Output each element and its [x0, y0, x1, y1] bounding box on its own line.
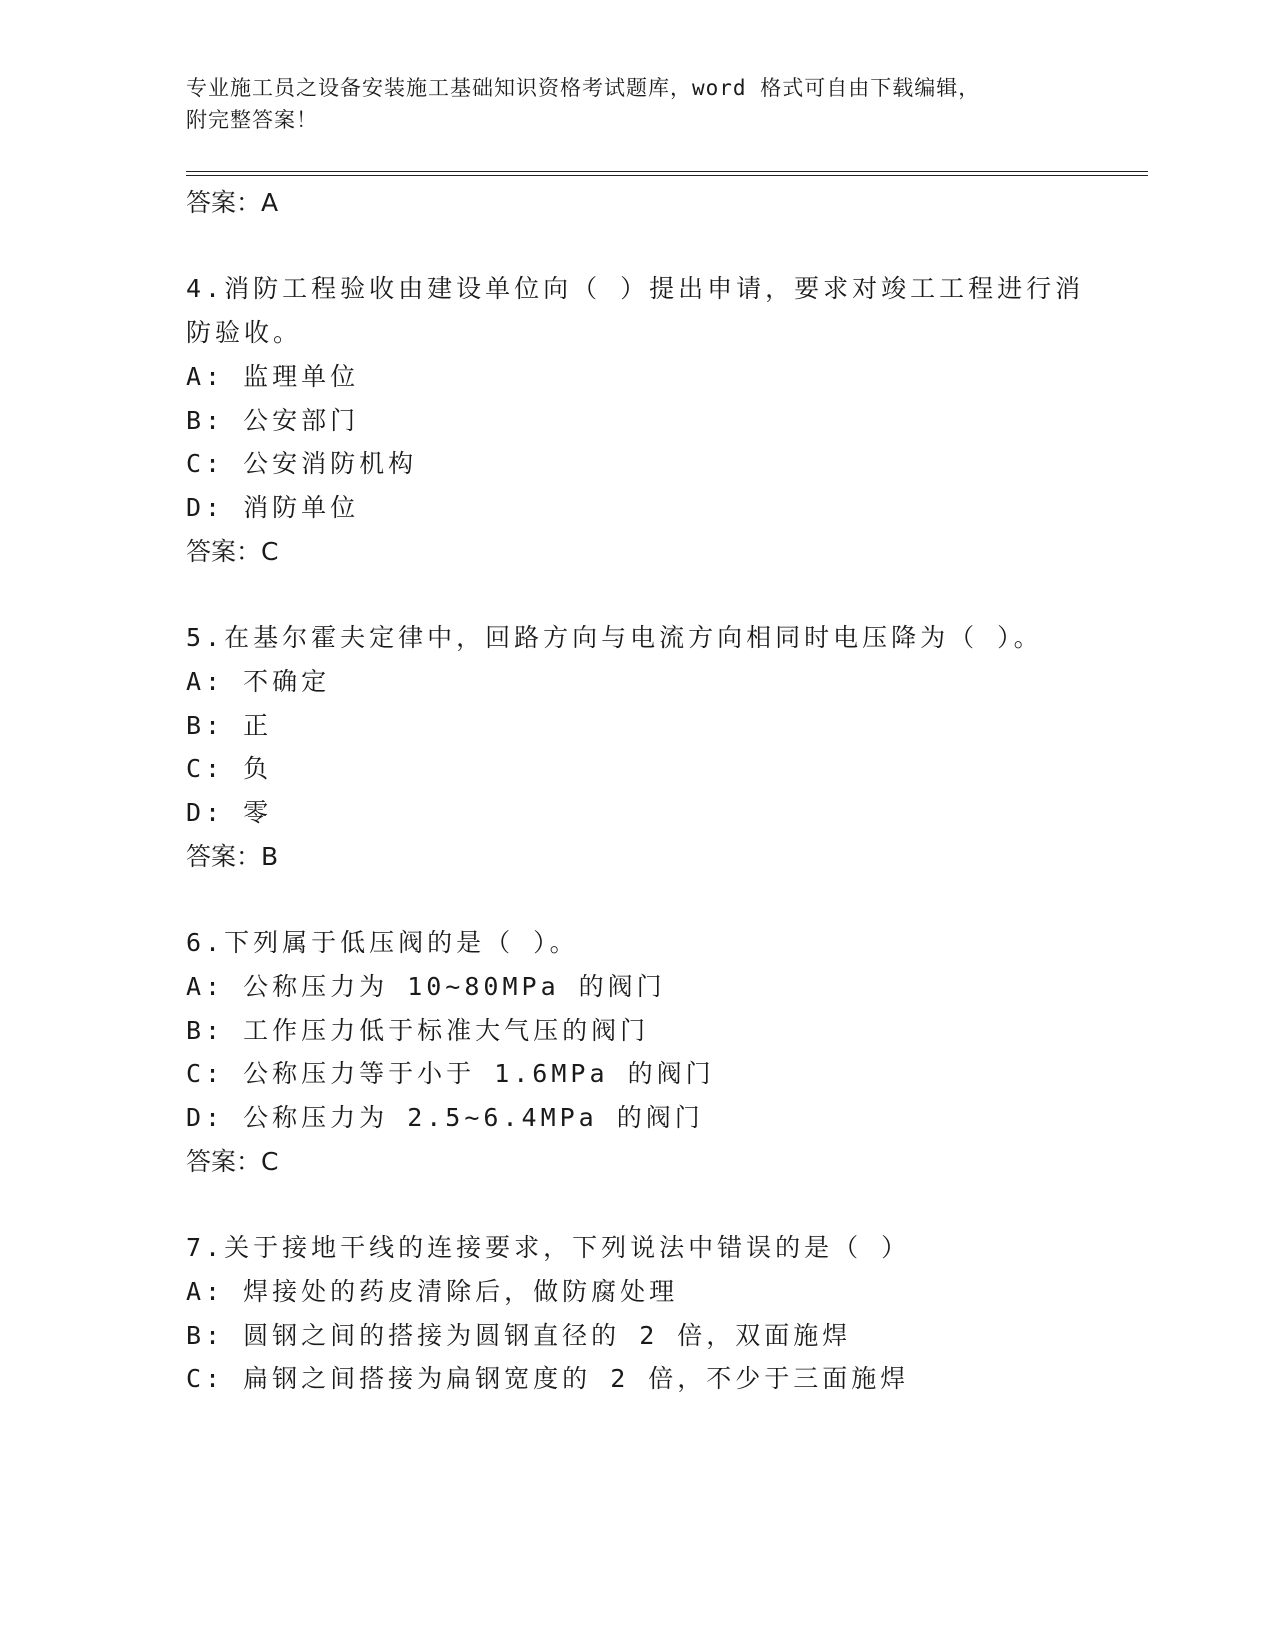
- question-6-option-d: D: 公称压力为 2.5~6.4MPa 的阀门: [186, 1103, 704, 1132]
- question-6-text: 6.下列属于低压阀的是（ ）。: [186, 928, 579, 957]
- answer-q3: 答案：A: [186, 188, 279, 217]
- header-title-line-1: 专业施工员之设备安装施工基础知识资格考试题库，word 格式可自由下载编辑，: [186, 76, 981, 100]
- question-5-option-d: D: 零: [186, 798, 273, 827]
- question-6-option-c: C: 公称压力等于小于 1.6MPa 的阀门: [186, 1059, 715, 1088]
- header-title-line-2: 附完整答案！: [186, 108, 318, 132]
- answer-q4: 答案：C: [186, 537, 279, 566]
- header-rule-bottom: [186, 175, 1148, 176]
- question-6-option-a: A: 公称压力为 10~80MPa 的阀门: [186, 972, 666, 1001]
- answer-q6: 答案：C: [186, 1147, 279, 1176]
- question-4-text-cont: 防验收。: [186, 318, 303, 347]
- question-6-option-b: B: 工作压力低于标准大气压的阀门: [186, 1016, 650, 1045]
- question-4-text: 4.消防工程验收由建设单位向（ ）提出申请，要求对竣工工程进行消: [186, 274, 1085, 303]
- question-5-option-a: A: 不确定: [186, 667, 331, 696]
- question-4-option-b: B: 公安部门: [186, 406, 360, 435]
- answer-q5: 答案：B: [186, 842, 279, 871]
- question-7-option-b: B: 圆钢之间的搭接为圆钢直径的 2 倍，双面施焊: [186, 1321, 852, 1350]
- question-4-option-d: D: 消防单位: [186, 493, 360, 522]
- question-5-text: 5.在基尔霍夫定律中，回路方向与电流方向相同时电压降为（ ）。: [186, 623, 1043, 652]
- question-7-option-c: C: 扁钢之间搭接为扁钢宽度的 2 倍，不少于三面施焊: [186, 1364, 910, 1393]
- question-5-option-c: C: 负: [186, 754, 273, 783]
- question-5-option-b: B: 正: [186, 711, 273, 740]
- question-7-text: 7.关于接地干线的连接要求，下列说法中错误的是（ ）: [186, 1233, 911, 1262]
- question-4-option-c: C: 公安消防机构: [186, 449, 418, 478]
- header-rule-top: [186, 171, 1148, 172]
- question-7-option-a: A: 焊接处的药皮清除后，做防腐处理: [186, 1277, 679, 1306]
- question-4-option-a: A: 监理单位: [186, 362, 360, 391]
